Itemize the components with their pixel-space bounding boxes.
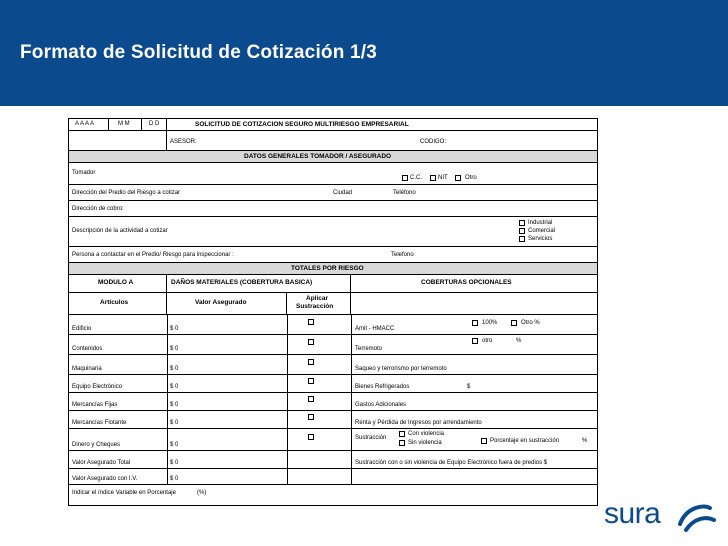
persona-telefono-label[interactable]: Telefono [391,252,414,258]
sustraccion-checkbox[interactable] [308,396,314,402]
pct100-checkbox[interactable] [472,320,478,326]
nit-checkbox[interactable] [430,175,436,181]
item-row-mercancias-fijas [69,393,597,411]
item-row-edificio [69,315,597,335]
bienes-refrigerados-label: Bienes Refrigerados [355,384,410,390]
form-title: SOLICITUD DE COTIZACION SEGURO MULTIRIESGO EMPRESARIAL [195,121,409,128]
pct-label: % [516,338,522,344]
quote-request-form [68,118,598,506]
persona-contacto-label[interactable]: Persona a contactar en el Predio/ Riesgo para inspeccionar : [72,252,234,258]
aaaa-label: A A A A [75,121,95,127]
item-name: Equipo Electrónico [72,384,123,390]
persona-contacto-row [69,247,597,263]
totales-band [69,263,597,275]
modulo-a-heading: MODULO A [98,279,134,286]
item-row-total-iva [69,469,597,485]
pct100-label: 100% [482,320,498,326]
item-value[interactable]: $ 0 [170,366,179,372]
otro-terremoto-checkbox[interactable] [472,338,478,344]
item-value[interactable]: $ 0 [170,402,179,408]
indice-label[interactable]: Indicar el índice Variable en Porcentaje [72,490,176,496]
valor-header-cell [167,293,287,314]
dollar-label: $ [467,384,471,390]
aplicar-header: Aplicar [306,295,329,302]
date-values-cell [69,131,167,150]
direccion-predio-label[interactable]: Dirección del Predio del Riesgo a cotizar [72,190,181,196]
sustraccion-checkbox[interactable] [308,339,314,345]
gastos-label: Gastos Adicionales [355,402,407,408]
sin-violencia-checkbox[interactable] [399,440,405,446]
datos-generales-band [69,151,597,163]
sin-violencia-label: Sin violencia [408,440,442,446]
item-row-mercancias-flotante [69,411,597,429]
mm-cell [109,119,142,130]
industrial-label: Industrial [528,220,553,226]
danos-materiales-heading: DAÑOS MATERIALES (COBERTURA BASICA) [171,279,313,286]
item-name: Edificio [72,326,92,332]
descripcion-label[interactable]: Descripción de la actividad a cotizar [72,228,168,234]
porcentaje-checkbox[interactable] [481,438,487,444]
articulos-header: Artículos [100,299,129,306]
sustraccion-equipo-label: Sustracción con o sin violencia de Equipo Electrónico fuera de predios $ [355,460,548,466]
item-row-dinero [69,429,597,451]
direccion-cobro-row [69,201,597,217]
columns-header-row [69,293,597,315]
industrial-checkbox[interactable] [519,220,525,226]
datos-generales-heading: DATOS GENERALES TOMADOR / ASEGURADO [244,153,392,160]
tomador-label[interactable]: Tomador [72,170,96,176]
tomador-row [69,163,597,185]
totales-heading: TOTALES POR RIESGO [291,265,364,272]
terremoto-label: Terremoto [355,346,383,352]
saqueo-label: Saqueo y terrorismo por terremoto [355,366,447,372]
con-violencia-label: Con violencia [408,431,445,437]
item-value[interactable]: $ 0 [170,460,179,466]
sura-logo [604,496,716,536]
otro-pct-checkbox[interactable] [511,320,517,326]
coberturas-opcionales-heading: COBERTURAS OPCIONALES [421,279,512,286]
danos-cell [167,275,351,292]
con-violencia-checkbox[interactable] [399,431,405,437]
form-header-row [69,119,597,131]
item-row-equipo [69,375,597,393]
item-value[interactable]: $ 0 [170,384,179,390]
amit-label: Amit - HMACC [355,326,395,332]
item-row-maquinaria [69,355,597,375]
item-value[interactable]: $ 0 [170,346,179,352]
item-value[interactable]: $ 0 [170,326,179,332]
comercial-checkbox[interactable] [519,228,525,234]
renta-label: Renta y Pérdida de Ingresos por arrendamiento [355,420,482,426]
aaaa-cell [69,119,109,130]
item-value[interactable]: $ 0 [170,442,179,448]
item-value[interactable]: $ 0 [170,476,179,482]
aplicar-header-cell [287,293,351,314]
sura-logo-text: sura [604,497,661,530]
dd-label: D D [149,121,160,127]
mm-label: M M [118,121,130,127]
direccion-predio-row [69,185,597,201]
comercial-label: Comercial [528,228,556,234]
item-value[interactable]: $ 0 [170,420,179,426]
item-name: Mercancías Fijas [72,402,118,408]
item-name: Maquinaria [72,366,102,372]
otro-checkbox[interactable] [455,175,461,181]
sustraccion-checkbox[interactable] [308,378,314,384]
modulo-a-cell [69,275,167,292]
asesor-label: ASESOR: [170,139,197,145]
codigo-label: CODIGO: [420,139,447,145]
title-banner [0,0,728,106]
sustraccion-checkbox[interactable] [308,359,314,365]
nit-label: NIT [438,175,448,181]
sura-logo-mark [676,498,716,534]
sustraccion-header: Sustracción [296,303,334,310]
item-name: Valor Asegurado Total [72,460,131,466]
valor-asegurado-header: Valor Asegurado [195,299,247,306]
item-name: Dinero y Cheques [72,442,121,448]
porcentaje-label: Porcentaje en sustracción [490,438,560,444]
descripcion-row [69,217,597,247]
otro-label: Otro [465,175,477,181]
cc-label: C.C. [410,175,422,181]
servicios-label: Servicios [528,236,553,242]
sustraccion-checkbox[interactable] [308,434,314,440]
direccion-cobro-label[interactable]: Dirección de cobro: [72,206,124,212]
cc-checkbox[interactable] [402,175,408,181]
articulos-header-cell [69,293,167,314]
pct2-label: % [582,438,588,444]
item-name: Mercancías Flotante [72,420,127,426]
item-row-total [69,451,597,469]
sustraccion-checkbox[interactable] [308,319,314,325]
ciudad-label[interactable]: Ciudad [333,190,353,196]
modulo-header-row [69,275,597,293]
telefono-label[interactable]: Teléfono [393,190,416,196]
slide-title: Formato de Solicitud de Cotización 1/3 [20,42,378,63]
item-name: Contenidos [72,346,103,352]
dd-cell [142,119,167,130]
item-name: Valor Asegurado con I.V. [72,476,138,482]
item-row-contenidos [69,335,597,355]
otro-terremoto-label: otro [482,338,493,344]
otro-pct-label: Otro % [521,320,540,326]
indice-value: (%) [197,490,207,496]
asesor-row [69,131,597,151]
sustraccion-label: Sustracción [355,435,387,441]
servicios-checkbox[interactable] [519,236,525,242]
sustraccion-checkbox[interactable] [308,414,314,420]
